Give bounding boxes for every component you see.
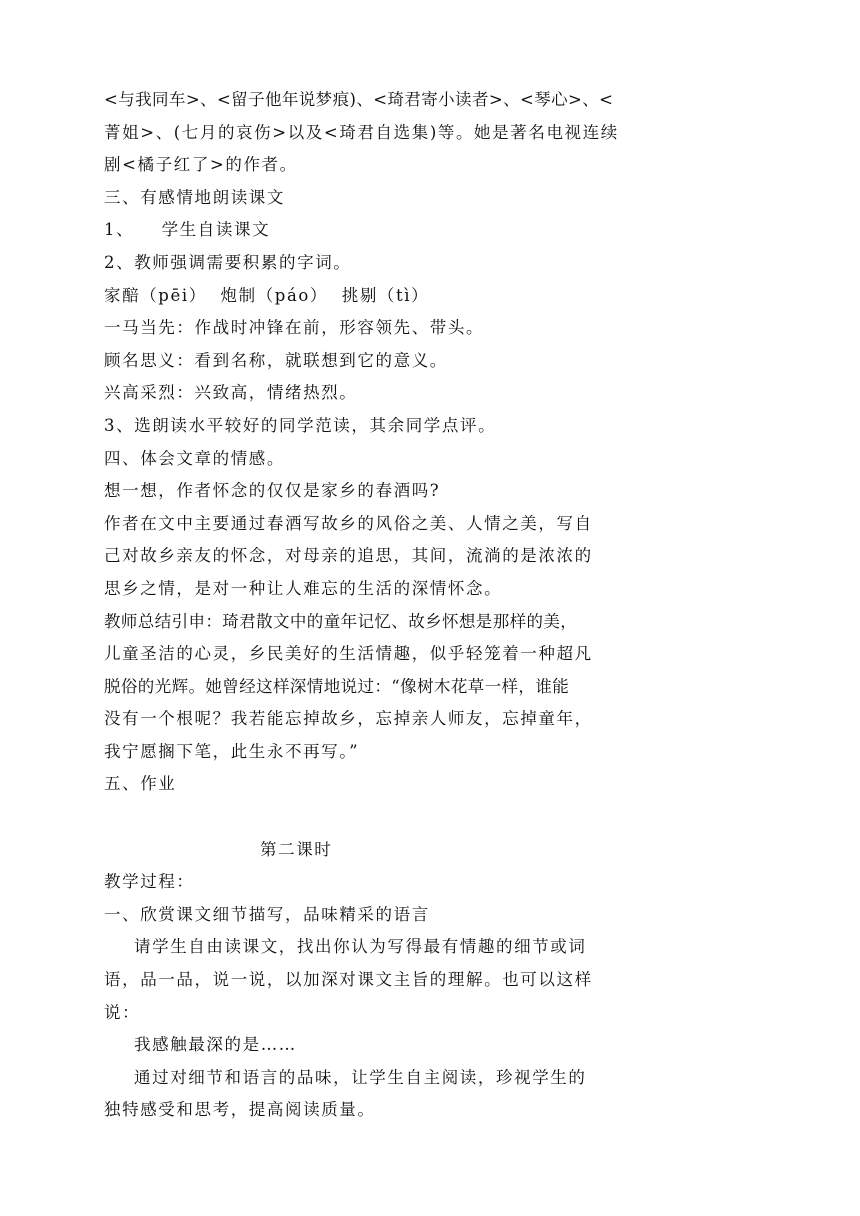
vocabulary-definition: 兴高采烈：兴致高，情绪热烈。 [104,383,358,403]
paragraph-line: 语，品一品，说一说，以加深对课文主旨的理解。也可以这样 [104,970,593,990]
text-line: <与我同车>、<留子他年说梦痕)、<琦君寄小读者>、<琴心>、< [104,90,614,109]
paragraph-line: 独特感受和思考，提高阅读质量。 [104,1100,376,1120]
lesson-title: 第二课时 [260,839,333,859]
document-body [104,84,639,1127]
text-line: 想一想，作者怀念的仅仅是家乡的春酒吗? [104,481,441,501]
blank-line [104,801,639,834]
section-heading: 一、欣赏课文细节描写，品味精采的语言 [104,904,430,924]
vocabulary-definition: 顾名思义：看到名称，就联想到它的意义。 [104,350,448,370]
text-line: 教师总结引申：琦君散文中的童年记忆、故乡怀想是那样的美， [104,611,578,631]
paragraph-line: 我感触最深的是…… [134,1035,297,1055]
text-line: 脱俗的光辉。她曾经这样深情地说过：“像树木花草一样，谁能 [104,676,570,696]
paragraph-line: 说： [104,1002,141,1022]
section-heading: 三、有感情地朗读课文 [104,187,285,207]
text-line: 思乡之情，是对一种让人难忘的生活的深情怀念。 [104,578,503,598]
text-line: 作者在文中主要通过春酒写故乡的风俗之美、人情之美，写自 [104,513,593,533]
paragraph-line: 请学生自由读课文，找出你认为写得最有情趣的细节或词 [134,937,587,957]
paragraph-line: 通过对细节和语言的品味，让学生自主阅读，珍视学生的 [134,1067,587,1087]
section-heading: 五、作业 [104,774,177,794]
vocabulary-line: 家醅（pēi） 炮制（páo） 挑剔（tì） [104,285,430,305]
text-line: 菁姐>、(七月的哀伤>以及<琦君自选集)等。她是著名电视连续 [104,122,619,142]
list-item: 2、教师强调需要积累的字词。 [104,252,352,272]
text-line: 儿童圣洁的心灵，乡民美好的生活情趣，似乎轻笼着一种超凡 [104,644,593,664]
list-item: 3、选朗读水平较好的同学范读，其余同学点评。 [104,415,497,435]
vocabulary-definition: 一马当先：作战时冲锋在前，形容领先、带头。 [104,318,485,338]
section-heading: 四、体会文章的情感。 [104,448,285,468]
text-line: 教学过程： [104,872,195,892]
text-line: 剧<橘子红了>的作者。 [104,155,298,175]
list-item: 1、 学生自读课文 [104,220,271,240]
text-line: 没有一个根呢？我若能忘掉故乡，忘掉亲人师友，忘掉童年， [104,709,593,729]
text-line: 我宁愿搁下笔，此生永不再写。” [104,741,360,761]
text-line: 己对故乡亲友的怀念，对母亲的追思，其间，流淌的是浓浓的 [104,546,593,566]
